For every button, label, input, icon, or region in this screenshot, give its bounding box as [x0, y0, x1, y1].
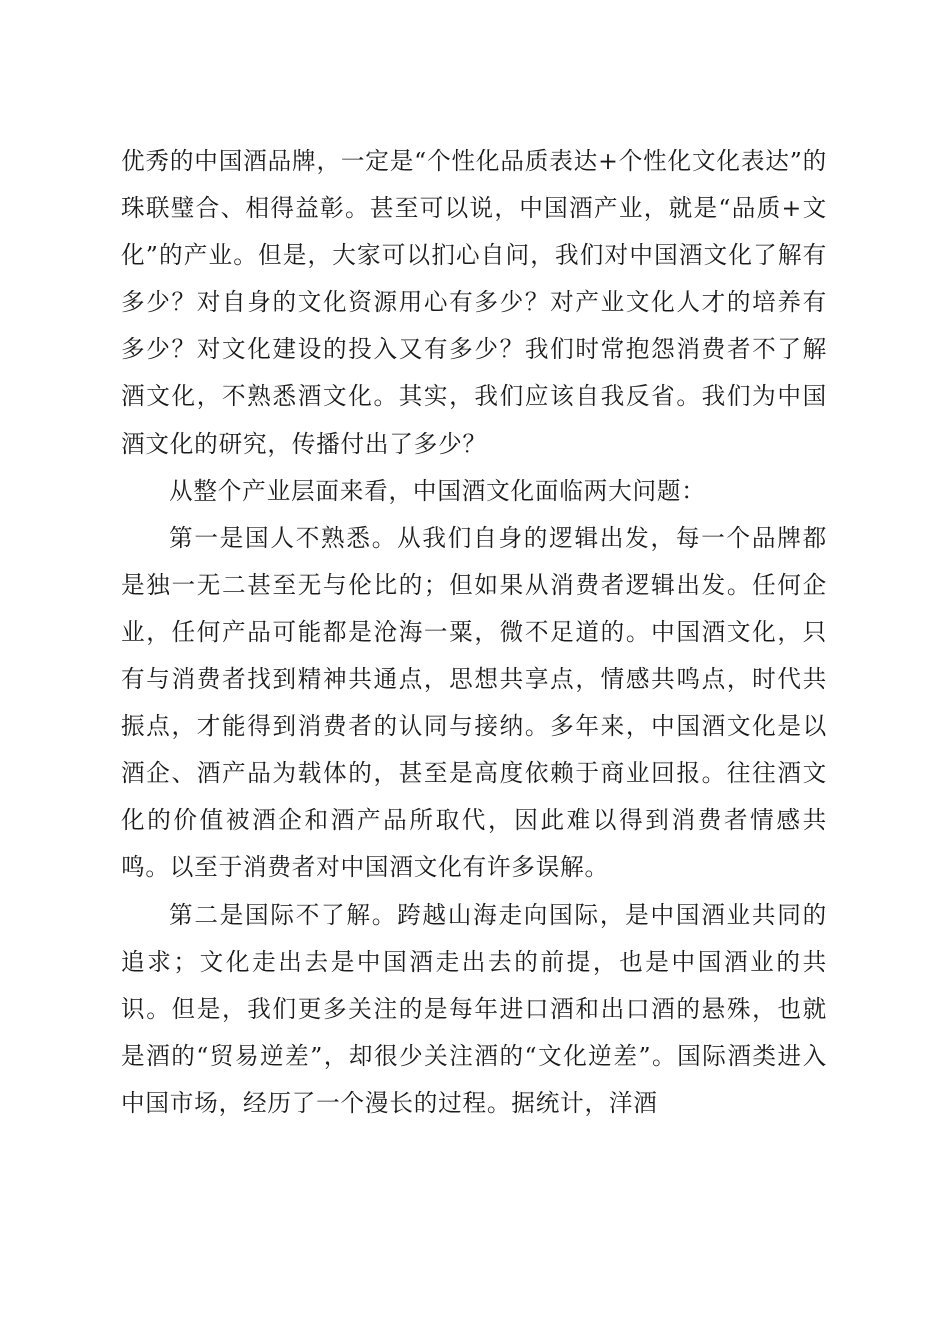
body-text	[121, 138, 827, 1127]
paragraph-4: 第二是国际不了解。跨越山海走向国际，是中国酒业共同的追求；文化走出去是中国酒走出去的前提，也是中国酒业的共识。但是，我们更多关注的是每年进口酒和出口酒的悬殊，也就是酒的“贸易逆差”，却很少关注酒的“文化逆差”。国际酒类进入中国市场，经历了一个漫长的过程。据统计，洋酒	[121, 900, 827, 1117]
paragraph-2: 从整个产业层面来看，中国酒文化面临两大问题：	[169, 476, 706, 505]
paragraph-3: 第一是国人不熟悉。从我们自身的逻辑出发，每一个品牌都是独一无二甚至无与伦比的；但如果从消费者逻辑出发。任何企业，任何产品可能都是沧海一粟，微不足道的。中国酒文化，只有与消费者找到精神共通点，思想共享点，情感共鸣点，时代共振点，才能得到消费者的认同与接纳。多年来，中国酒文化是以酒企、酒产品为载体的，甚至是高度依赖于商业回报。往往酒文化的价值被酒企和酒产品所取代，因此难以得到消费者情感共鸣。以至于消费者对中国酒文化有许多误解。	[121, 523, 827, 882]
paragraph-1: 优秀的中国酒品牌，一定是“个性化品质表达+个性化文化表达”的珠联璧合、相得益彰。甚至可以说，中国酒产业，就是“品质+文化”的产业。但是，大家可以扪心自问，我们对中国酒文化了解有多少？对自身的文化资源用心有多少？对产业文化人才的培养有多少？对文化建设的投入又有多少？我们时常抱怨消费者不了解酒文化，不熟悉酒文化。其实，我们应该自我反省。我们为中国酒文化的研究，传播付出了多少？	[121, 147, 827, 458]
